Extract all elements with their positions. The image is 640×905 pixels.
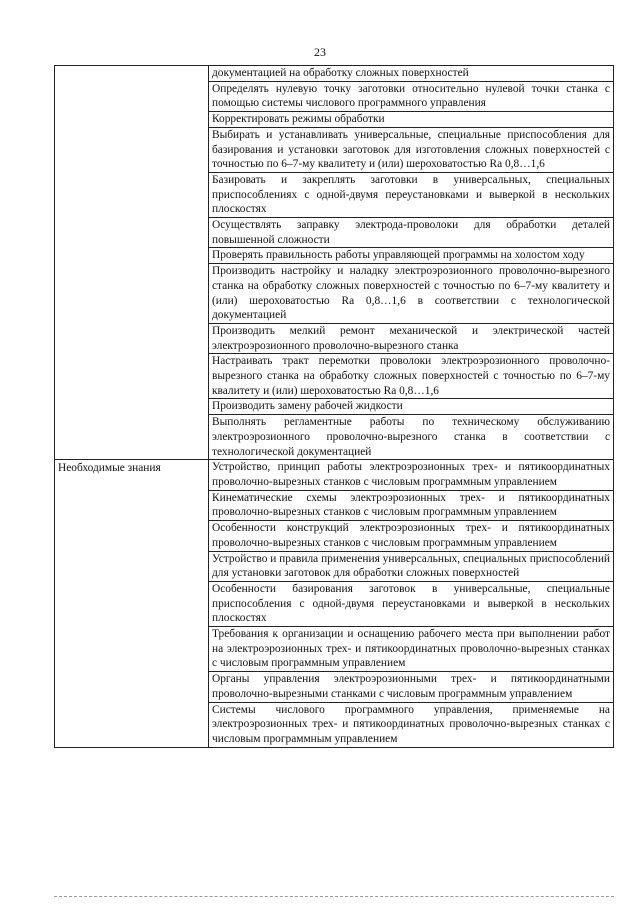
table-cell: Корректировать режимы обработки — [209, 112, 614, 128]
table-row — [55, 460, 614, 490]
table-cell: Осуществлять заправку электрода-проволоки для обработки деталей повышенной сложности — [209, 218, 614, 248]
table-cell: Производить настройку и наладку электроэрозионного проволочно-вырезного станка на обработку сложных поверхностей с точностью по 6–7-му квалитету и (или) шероховатостью Ra 0,8…1,6 в соответствии с технологической документацией — [209, 264, 614, 324]
table-cell: Производить мелкий ремонт механической и электрической частей электроэрозионного проволочно-вырезного станка — [209, 323, 614, 353]
table-cell: Проверять правильность работы управляющей программы на холостом ходу — [209, 248, 614, 264]
row-label-required-knowledge: Необходимые знания — [55, 460, 209, 747]
table-cell: документацией на обработку сложных поверхностей — [209, 66, 614, 82]
page-number: 23 — [314, 45, 326, 59]
table-cell: Выполнять регламентные работы по техническому обслуживанию электроэрозионного проволочно-вырезного станка в соответствии с технологической документацией — [209, 415, 614, 460]
table-cell: Особенности конструкций электроэрозионных трех- и пятикоординатных проволочно-вырезных станков с числовым программным управлением — [209, 521, 614, 551]
scan-edge-divider — [54, 896, 614, 898]
requirements-table — [54, 65, 614, 748]
table-cell: Производить замену рабочей жидкости — [209, 399, 614, 415]
table-cell: Настраивать тракт перемотки проволоки электроэрозионного проволочно-вырезного станка на обработку сложных поверхностей с точностью по 6–7-му квалитету и (или) шероховатостью Ra 0,8…1,6 — [209, 354, 614, 399]
table-cell: Устройство, принцип работы электроэрозионных трех- и пятикоординатных проволочно-вырезных станков с числовым программным управлением — [209, 460, 614, 490]
table-cell: Кинематические схемы электроэрозионных трех- и пятикоординатных проволочно-вырезных станков с числовым программным управлением — [209, 490, 614, 520]
table-cell: Системы числового программного управления, применяемые на электроэрозионных трех- и пятикоординатных проволочно-вырезных станках с числовым программным управлением — [209, 702, 614, 747]
table-cell: Устройство и правила применения универсальных, специальных приспособлений для установки заготовок для обработки сложных поверхностей — [209, 551, 614, 581]
table-row — [55, 66, 614, 82]
table-cell: Определять нулевую точку заготовки относительно нулевой точки станка с помощью системы числового программного управления — [209, 81, 614, 111]
table-cell: Требования к организации и оснащению рабочего места при выполнении работ на электроэрозионных трех- и пятикоординатных проволочно-вырезных станках с числовым программным управлением — [209, 627, 614, 672]
table-cell: Особенности базирования заготовок в универсальные, специальные приспособления с одной-двумя переустановками и выверкой в нескольких плоскостях — [209, 581, 614, 626]
row-label-skills-continued — [55, 66, 209, 460]
table-cell: Выбирать и устанавливать универсальные, специальные приспособления для базирования и установки заготовок для изготовления сложных поверхностей с точностью по 6–7-му квалитету и (или) шероховатостью Ra 0,8…1,6 — [209, 127, 614, 172]
table-cell: Органы управления электроэрозионными трех- и пятикоординатными проволочно-вырезными станками с числовым программным управлением — [209, 672, 614, 702]
table-cell: Базировать и закреплять заготовки в универсальных, специальных приспособлениях с одной-двумя переустановками и выверкой в нескольких плоскостях — [209, 172, 614, 217]
